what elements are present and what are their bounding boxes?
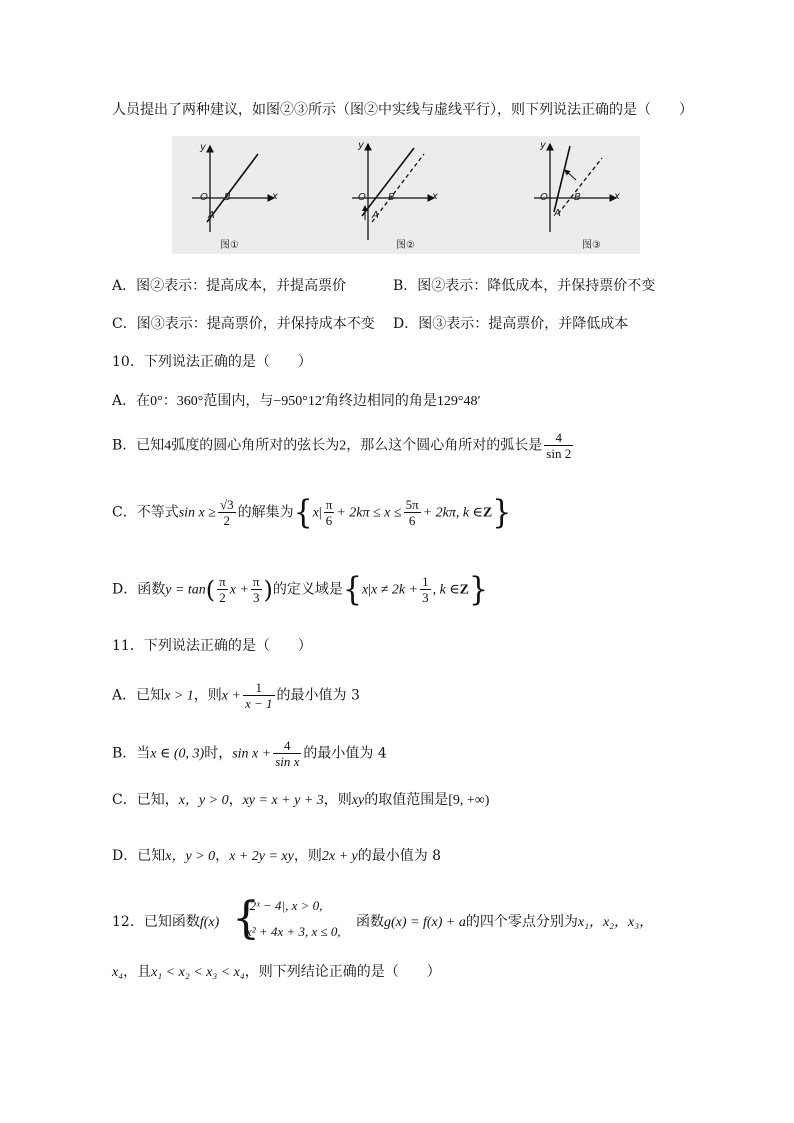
q10-a-range: 0°：360°	[150, 394, 204, 409]
graph-3	[534, 144, 616, 232]
q10-option-c: C．不等式sin x ≥ $\frac{√3}{2}$ 的解集为{x| $\frac{\pi}{6}$ + 2kπ ≤ x ≤ $\frac{5\pi}{6}$ + 2kπ, k ∈Z}	[112, 492, 512, 532]
q10-c-inequality: sin x ≥	[178, 505, 216, 521]
graph-1-x-label: x	[272, 191, 278, 202]
q11-option-b: B．当x ∈ (0, 3)时，sin x + $\frac{4}{\text{sin x}}$ 的最小值为 4	[112, 738, 387, 769]
graph-3-x-label: x	[614, 191, 620, 202]
figure-strip	[172, 136, 640, 254]
q10-b-pre: B．已知	[112, 437, 165, 454]
graph-3-point-a: A	[554, 208, 561, 219]
q9-option-d: D．图③表示：提高票价，并降低成本	[393, 316, 629, 332]
graph-2-point-a: A	[372, 210, 379, 221]
q9-option-a: A．图②表示：提高成本，并提高票价	[112, 278, 347, 294]
graph-3-origin-label: O	[540, 192, 548, 203]
q12-line-1-tail: 函数g(x) = f(x) + a的四个零点分别为x₁，x₂，x₃，	[356, 914, 654, 930]
q10-a-mid: 范围内，与	[203, 393, 274, 409]
q11-option-c: C．已知，x，y > 0，xy = x + y + 3，则xy的取值范围是[9, +∞)	[112, 792, 490, 808]
q11-option-a: A．已知x > 1，则x + $\frac{1}{x - 1}$ 的最小值为 3	[112, 680, 360, 711]
q10-option-a	[112, 391, 481, 412]
q10-d-pre: D．函数	[112, 581, 166, 598]
graph-1-y-label: y	[200, 142, 206, 153]
q11-stem: 11．下列说法正确的是（ ）	[112, 638, 312, 654]
figure-3-caption: 图③	[582, 240, 601, 251]
graph-2-origin-label: O	[358, 192, 366, 203]
q10-a-pre: A．在	[112, 393, 151, 409]
q11-a-fraction: $\frac{1}{x - 1}$	[244, 680, 273, 711]
figure-2-caption: 图②	[396, 240, 415, 251]
graph-2-x-label: x	[432, 191, 438, 202]
graph-3-point-b: B	[574, 192, 581, 203]
graph-1-origin-label: O	[200, 192, 208, 203]
graph-1	[192, 146, 274, 232]
question-9-stem-tail: 人员提出了两种建议，如图②③所示（图②中实线与虚线平行），则下列说法正确的是（ ）	[112, 102, 693, 118]
q10-b-fraction: $\frac{4}{\sin 2}$	[546, 430, 572, 461]
q10-a-answer: 129°48′	[436, 394, 481, 409]
graph-2-point-b: B	[388, 192, 395, 203]
q10-stem: 10．下列说法正确的是（ ）	[112, 354, 312, 370]
graph-1-point-b: B	[224, 192, 231, 203]
graph-3-y-label: y	[540, 140, 546, 151]
graph-1-point-a: A	[208, 210, 215, 221]
q10-option-b	[112, 430, 575, 461]
q10-b-num: 4	[164, 438, 172, 454]
q10-c-fraction: $\frac{√3}{2}$	[219, 497, 234, 528]
q10-b-mid: 弧度的圆心角所对的弦长为	[171, 437, 340, 454]
q10-a-post: 角终边相同的角是	[324, 393, 437, 409]
q10-d-mid: 的定义域是	[272, 581, 343, 598]
q10-option-d: D．函数y = tan( $\frac{\pi}{2}$ x + $\frac{\pi}{3}$ )的定义域是{x|x ≠ 2k + $\frac{1}{3}$ , k ∈Z}	[112, 569, 489, 609]
q11-option-d: D．已知x，y > 0，x + 2y = xy，则2x + y的最小值为 8	[112, 848, 442, 864]
q11-b-fraction: $\frac{4}{\text{sin x}}$	[275, 738, 300, 769]
q12-line-2: x₄，且x₁ < x₂ < x₃ < x₄，则下列结论正确的是（ ）	[112, 964, 441, 980]
q12-line-1: 12．已知函数f(x)	[112, 914, 220, 930]
q9-option-b: B．图②表示：降低成本，并保持票价不变	[393, 278, 656, 294]
graph-2-y-label: y	[358, 140, 364, 151]
figure-1-caption: 图①	[220, 240, 239, 251]
q10-b-post: ，那么这个圆心角所对的弧长是	[346, 437, 543, 454]
q10-b-two: 2	[339, 438, 347, 454]
q10-d-func: y = tan	[165, 582, 206, 598]
q9-option-c: C．图③表示：提高票价，并保持成本不变	[112, 316, 375, 332]
q10-a-angle: −950°12′	[273, 394, 325, 409]
q10-c-mid: 的解集为	[237, 504, 294, 521]
q10-c-pre: C．不等式	[112, 504, 179, 521]
